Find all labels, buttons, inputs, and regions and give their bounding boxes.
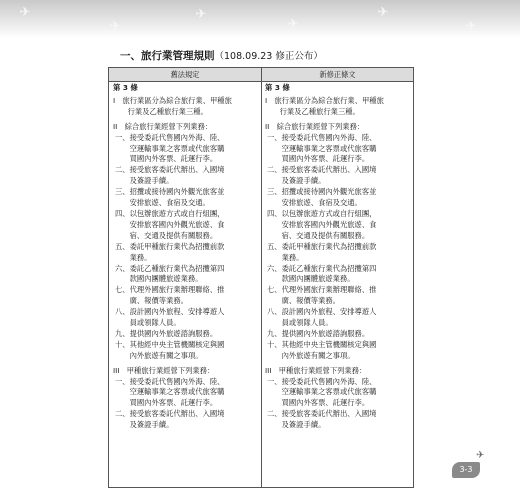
clause-text: 第 3 條: [265, 83, 290, 92]
new-clause-line: [265, 409, 411, 420]
new-clause-line: [265, 296, 411, 307]
clause-text: 九、提供國內外旅遊諮詢服務。: [115, 328, 218, 338]
clause-text: 安排旅遊、食宿及交通。: [115, 198, 210, 208]
airplane-icon: ✈: [465, 19, 477, 34]
clause-text: 空運輸事業之客票或代旅客購: [115, 387, 225, 397]
new-clause-line: [265, 318, 411, 329]
new-clause-line: [265, 398, 411, 409]
old-clause-line: [113, 96, 259, 107]
new-clause-line: [265, 329, 411, 340]
new-clause-line: [265, 274, 411, 285]
old-clause-line: [113, 285, 259, 296]
column-divider: [261, 68, 262, 488]
airplane-icon: ✈: [287, 17, 299, 32]
new-clause-line: [265, 220, 411, 231]
new-clause-line: [265, 187, 411, 198]
clause-text: 行業及乙種旅行業三種。: [265, 106, 360, 116]
clause-text: 宿、交通及提供有關服務。: [115, 230, 218, 240]
clause-text: II 綜合旅行業經營下列業務：: [265, 121, 365, 131]
clause-text: 一、接受委託代售國內外海、陸、: [267, 132, 377, 142]
new-clause-line: [265, 176, 411, 187]
clause-text: I 旅行業區分為綜合旅行業、甲種旅: [113, 95, 232, 105]
old-clause-line: [113, 176, 259, 187]
clause-text: 業務。: [267, 252, 304, 262]
clause-text: 及簽證手續。: [115, 420, 174, 430]
clause-text: 買國內外客票、託運行李。: [267, 154, 370, 164]
old-regulation-column: [113, 83, 259, 483]
clause-text: 款國內團體旅遊業務。: [267, 274, 355, 284]
airplane-icon: ✈: [109, 19, 121, 34]
new-clause-line: [265, 377, 411, 388]
clause-text: 買國內外客票、託運行李。: [115, 398, 218, 408]
new-clause-line: [265, 231, 411, 242]
clause-text: 九、提供國內外旅遊諮詢服務。: [267, 328, 370, 338]
clause-text: 業務。: [115, 252, 152, 262]
old-clause-line: [113, 409, 259, 420]
old-clause-line: [113, 209, 259, 220]
clause-text: 宿、交通及提供有關服務。: [267, 230, 370, 240]
header-band: [0, 0, 520, 38]
comparison-table: [108, 67, 414, 488]
page-number-badge: [452, 462, 480, 478]
old-clause-line: [113, 133, 259, 144]
new-clause-line: [265, 96, 411, 107]
new-clause-line: [265, 253, 411, 264]
old-clause-line: [113, 231, 259, 242]
clause-text: 空運輸事業之客票或代旅客購: [115, 143, 225, 153]
clause-text: 三、招攬或接待國內外觀光旅客並: [267, 187, 377, 197]
clause-text: 二、接受旅客委託代辦出、入國境: [115, 409, 225, 419]
old-clause-line: [113, 107, 259, 118]
clause-text: 安排旅客國內外觀光旅遊、食: [267, 219, 377, 229]
old-clause-line: [113, 420, 259, 431]
new-clause-line: [265, 420, 411, 431]
clause-text: 及簽證手續。: [267, 420, 326, 430]
clause-text: 內外旅遊有關之事項。: [115, 350, 203, 360]
new-clause-line: [265, 165, 411, 176]
clause-text: 第 3 條: [113, 83, 138, 92]
clause-text: II 綜合旅行業經營下列業務：: [113, 121, 213, 131]
clause-text: 廣、報價等業務。: [267, 296, 340, 306]
old-clause-line: [113, 329, 259, 340]
old-clause-line: [113, 122, 259, 133]
new-clause-line: [265, 133, 411, 144]
old-clause-line: [113, 366, 259, 377]
new-clause-line: [265, 387, 411, 398]
old-clause-line: [113, 154, 259, 165]
clause-text: I 旅行業區分為綜合旅行業、甲種旅: [265, 95, 384, 105]
new-clause-line: [265, 264, 411, 275]
clause-text: 一、接受委託代售國內外海、陸、: [115, 132, 225, 142]
new-clause-line: [265, 83, 411, 94]
clause-text: 安排旅遊、食宿及交通。: [267, 198, 362, 208]
clause-text: 七、代理外國旅行業辦理聯絡、推: [267, 285, 377, 295]
clause-text: 八、設計國內外旅程、安排導遊人: [267, 307, 377, 317]
clause-text: 二、接受旅客委託代辦出、入國境: [267, 165, 377, 175]
clause-text: 買國內外客票、託運行李。: [267, 398, 370, 408]
old-clause-line: [113, 340, 259, 351]
clause-text: 五、委託甲種旅行業代為招攬前款: [115, 241, 225, 251]
new-regulation-column: [265, 83, 411, 483]
clause-text: 行業及乙種旅行業三種。: [113, 106, 208, 116]
airplane-icon: ✈: [476, 450, 485, 461]
clause-text: 空運輸事業之客票或代旅客購: [267, 387, 377, 397]
old-clause-line: [113, 318, 259, 329]
new-clause-line: [265, 285, 411, 296]
old-clause-line: [113, 398, 259, 409]
new-clause-line: [265, 198, 411, 209]
old-clause-line: [113, 307, 259, 318]
clause-text: 五、委託甲種旅行業代為招攬前款: [267, 241, 377, 251]
clause-text: 及簽證手續。: [267, 176, 326, 186]
new-clause-line: [265, 351, 411, 362]
clause-text: 及簽證手續。: [115, 176, 174, 186]
old-clause-line: [113, 198, 259, 209]
clause-text: 一、接受委託代售國內外海、陸、: [115, 376, 225, 386]
new-clause-line: [265, 340, 411, 351]
new-clause-line: [265, 209, 411, 220]
clause-text: 六、委託乙種旅行業代為招攬第四: [115, 263, 225, 273]
page-title-date: （108.09.23 修正公布）: [214, 51, 323, 62]
old-clause-line: [113, 83, 259, 94]
clause-text: 十、其他經中央主管機關核定與國: [115, 339, 225, 349]
clause-text: 六、委託乙種旅行業代為招攬第四: [267, 263, 377, 273]
clause-text: III 甲種旅行業經營下列業務：: [265, 365, 367, 375]
new-clause-line: [265, 107, 411, 118]
clause-text: 一、接受委託代售國內外海、陸、: [267, 376, 377, 386]
old-clause-line: [113, 220, 259, 231]
airplane-icon: ✈: [377, 5, 389, 20]
old-clause-line: [113, 264, 259, 275]
clause-text: 款國內團體旅遊業務。: [115, 274, 203, 284]
old-clause-line: [113, 144, 259, 155]
clause-text: 員或領隊人員。: [267, 318, 333, 328]
old-clause-line: [113, 351, 259, 362]
clause-text: 廣、報價等業務。: [115, 296, 188, 306]
old-clause-line: [113, 387, 259, 398]
old-clause-line: [113, 274, 259, 285]
old-clause-line: [113, 253, 259, 264]
page-title-main: 一、旅行業管理規則: [120, 50, 215, 62]
clause-text: 員或領隊人員。: [115, 318, 181, 328]
new-clause-line: [265, 366, 411, 377]
clause-text: 空運輸事業之客票或代旅客購: [267, 143, 377, 153]
clause-text: 買國內外客票、託運行李。: [115, 154, 218, 164]
clause-text: 四、以包辦旅遊方式或自行組團，: [115, 208, 225, 218]
page-number: 3-3: [459, 465, 473, 474]
header-old-regulation: 舊法規定: [170, 70, 200, 79]
clause-text: 十、其他經中央主管機關核定與國: [267, 339, 377, 349]
new-clause-line: [265, 122, 411, 133]
new-clause-line: [265, 307, 411, 318]
clause-text: 二、接受旅客委託代辦出、入國境: [267, 409, 377, 419]
new-clause-line: [265, 242, 411, 253]
clause-text: 八、設計國內外旅程、安排導遊人: [115, 307, 225, 317]
clause-text: 四、以包辦旅遊方式或自行組團，: [267, 208, 377, 218]
airplane-icon: ✈: [19, 5, 31, 20]
clause-text: 安排旅客國內外觀光旅遊、食: [115, 219, 225, 229]
new-clause-line: [265, 144, 411, 155]
clause-text: 二、接受旅客委託代辦出、入國境: [115, 165, 225, 175]
clause-text: III 甲種旅行業經營下列業務：: [113, 365, 215, 375]
page-title: [120, 49, 323, 63]
old-clause-line: [113, 165, 259, 176]
clause-text: 七、代理外國旅行業辦理聯絡、推: [115, 285, 225, 295]
new-clause-line: [265, 154, 411, 165]
clause-text: 三、招攬或接待國內外觀光旅客並: [115, 187, 225, 197]
old-clause-line: [113, 377, 259, 388]
clause-text: 內外旅遊有關之事項。: [267, 350, 355, 360]
airplane-icon: ✈: [195, 7, 207, 22]
old-clause-line: [113, 296, 259, 307]
old-clause-line: [113, 242, 259, 253]
header-new-regulation: 新修正條文: [319, 70, 356, 79]
old-clause-line: [113, 187, 259, 198]
